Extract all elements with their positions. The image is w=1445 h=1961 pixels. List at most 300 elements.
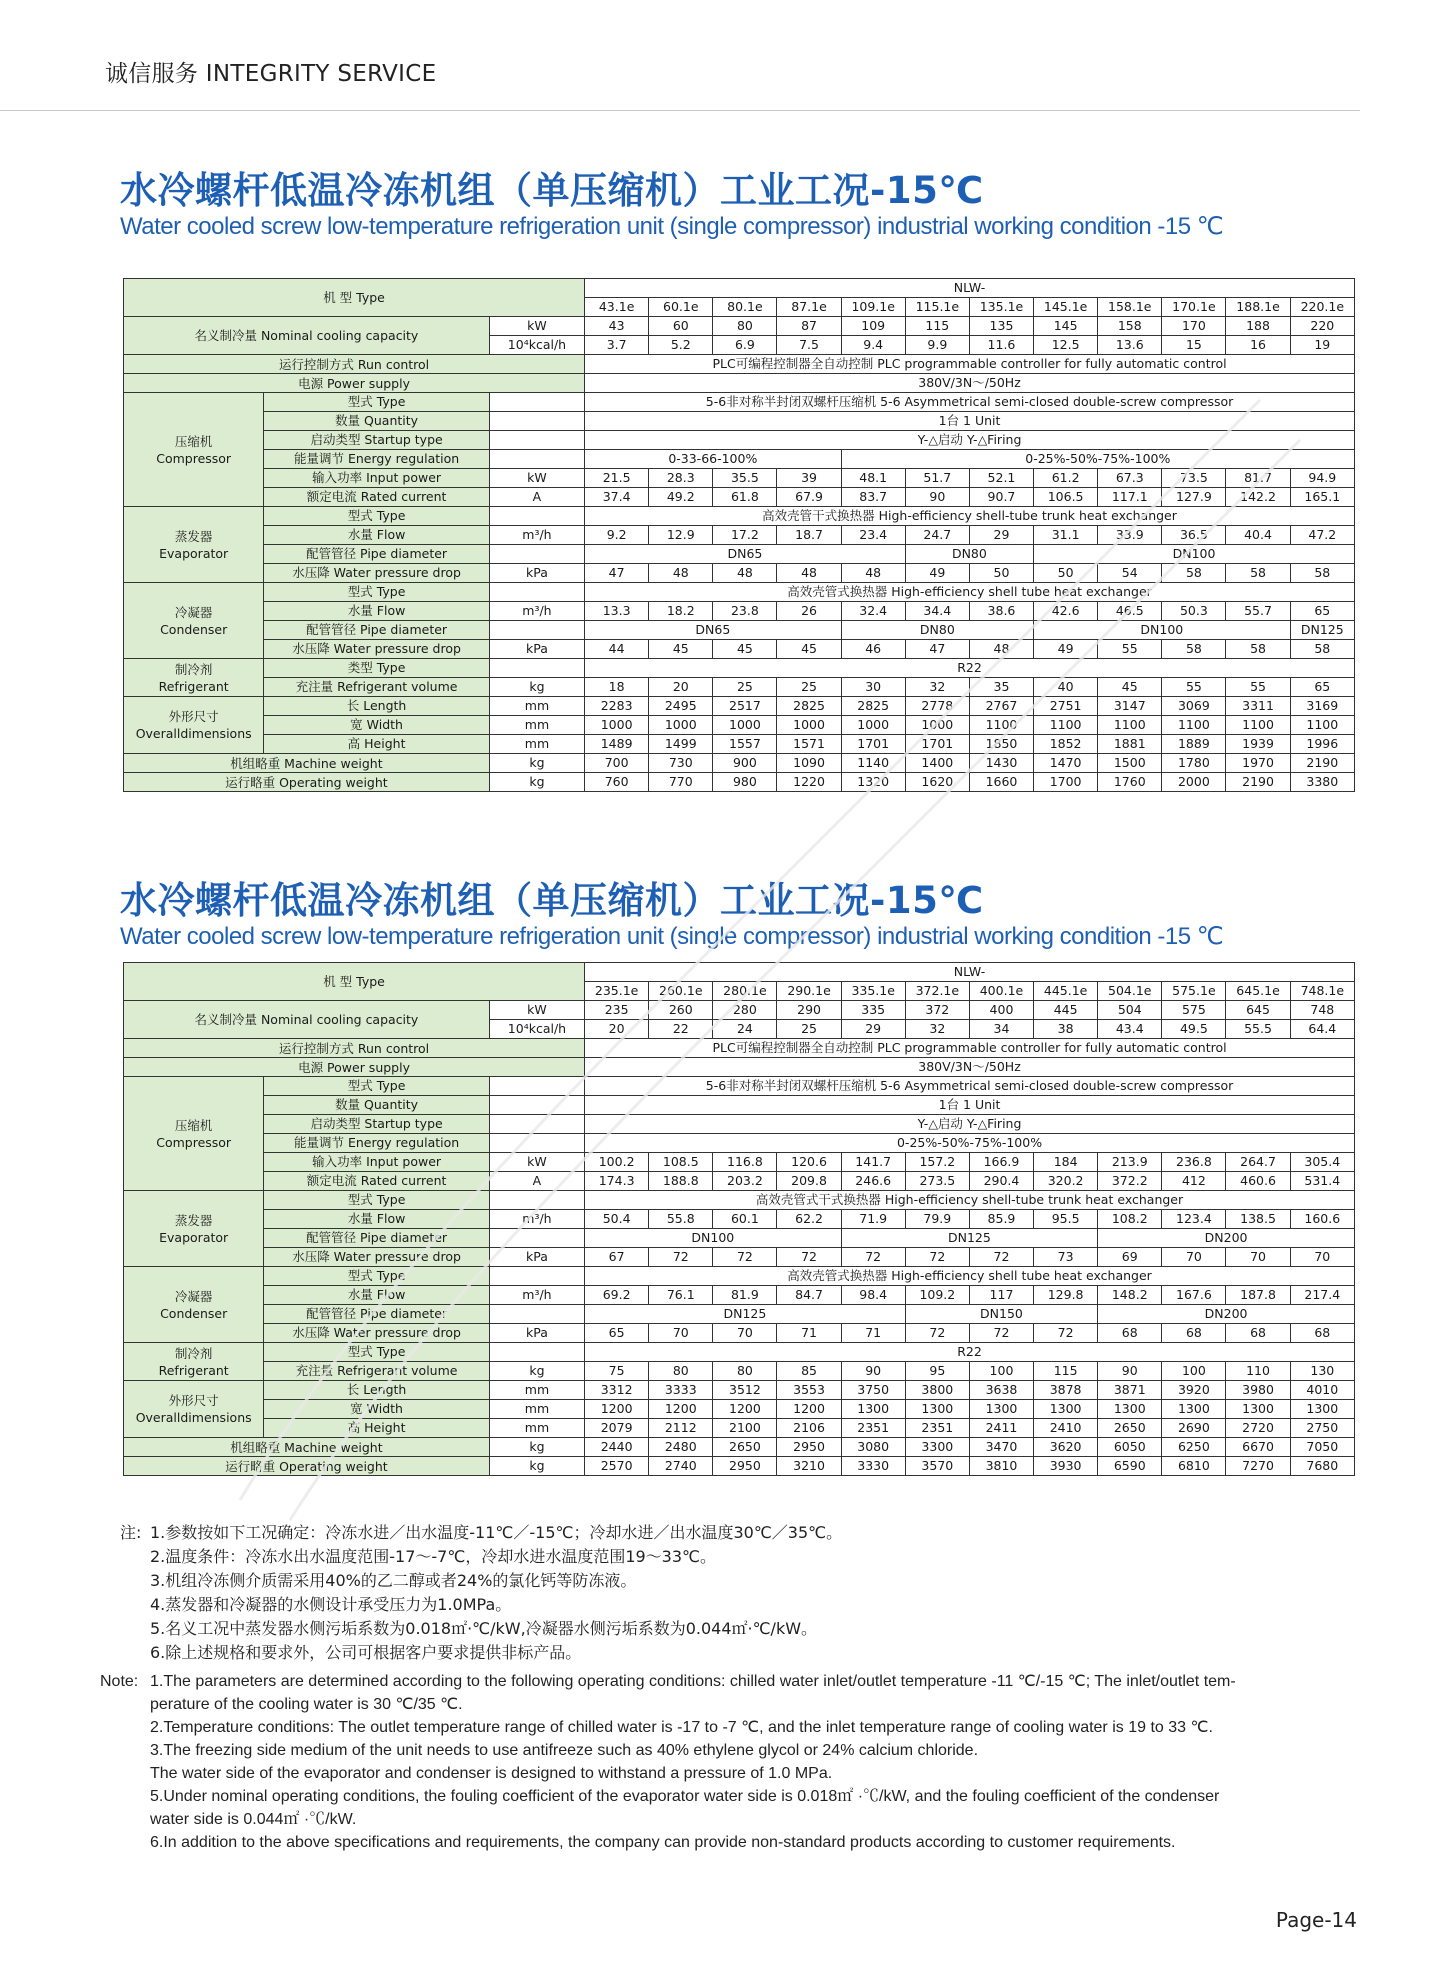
- row-unit: kg: [489, 773, 584, 792]
- value-cell: 184: [1034, 1153, 1098, 1172]
- table-row: [124, 621, 1355, 640]
- row-unit: kW: [489, 1153, 584, 1172]
- value-cell: 3312: [585, 1381, 649, 1400]
- value-cell: 49.5: [1162, 1020, 1226, 1039]
- value-cell: 33.9: [1098, 526, 1162, 545]
- value-cell: 6670: [1226, 1438, 1290, 1457]
- model-cell: 60.1e: [649, 298, 713, 317]
- table-row: [124, 1210, 1355, 1229]
- value-cell: 188.8: [649, 1172, 713, 1191]
- value-cell: 3553: [777, 1381, 841, 1400]
- value-cell: 45: [713, 640, 777, 659]
- row-parameter: 类型 Type: [264, 659, 490, 678]
- value-cell: 1300: [1098, 1400, 1162, 1419]
- row-category: 运行控制方式 Run control: [124, 1039, 585, 1058]
- value-cell: 71: [841, 1324, 905, 1343]
- row-parameter: 配管管径 Pipe diameter: [264, 545, 490, 564]
- value-cell: DN100: [1034, 621, 1291, 640]
- model-cell: 80.1e: [713, 298, 777, 317]
- value-cell: 645: [1226, 1001, 1290, 1020]
- value-cell: 3210: [777, 1457, 841, 1476]
- value-cell: 64.4: [1290, 1020, 1354, 1039]
- row-unit: mm: [489, 735, 584, 754]
- table-row: [124, 431, 1355, 450]
- row-category: 电源 Power supply: [124, 1058, 585, 1077]
- value-cell: 18.2: [649, 602, 713, 621]
- row-unit: [489, 1229, 584, 1248]
- row-unit: 10⁴kcal/h: [489, 336, 584, 355]
- value-cell: 94.9: [1290, 469, 1354, 488]
- value-cell: 220: [1290, 317, 1354, 336]
- value-cell: 3638: [969, 1381, 1033, 1400]
- value-cell: 3080: [841, 1438, 905, 1457]
- row-parameter: 水压降 Water pressure drop: [264, 1324, 490, 1343]
- value-cell: 129.8: [1034, 1286, 1098, 1305]
- value-cell: 1300: [1162, 1400, 1226, 1419]
- value-cell: 1889: [1162, 735, 1226, 754]
- value-cell: 67: [585, 1248, 649, 1267]
- value-cell: 2517: [713, 697, 777, 716]
- value-cell: 3878: [1034, 1381, 1098, 1400]
- value-cell: 48: [969, 640, 1033, 659]
- value-cell: 166.9: [969, 1153, 1033, 1172]
- value-cell: 290: [777, 1001, 841, 1020]
- model-cell: 158.1e: [1098, 298, 1162, 317]
- value-cell: 71.9: [841, 1210, 905, 1229]
- value-cell: 37.4: [585, 488, 649, 507]
- row-unit: kPa: [489, 640, 584, 659]
- category-cn: 冷凝器: [174, 604, 213, 620]
- value-cell: 116.8: [713, 1153, 777, 1172]
- header-divider: [0, 110, 1360, 111]
- value-cell: 209.8: [777, 1172, 841, 1191]
- value-cell: 213.9: [1098, 1153, 1162, 1172]
- value-cell: 12.5: [1034, 336, 1098, 355]
- value-cell: 1300: [1226, 1400, 1290, 1419]
- value-cell: 1140: [841, 754, 905, 773]
- note-cn-line: 6.除上述规格和要求外，公司可根据客户要求提供非标产品。: [150, 1643, 582, 1662]
- model-cell: 235.1e: [585, 982, 649, 1001]
- row-unit: [489, 1096, 584, 1115]
- value-cell: 90: [841, 1362, 905, 1381]
- row-parameter: 宽 Width: [264, 1400, 490, 1419]
- value-cell: 1557: [713, 735, 777, 754]
- value-cell: 55: [1098, 640, 1162, 659]
- value-cell: 1620: [905, 773, 969, 792]
- table-row: [124, 1438, 1355, 1457]
- value-cell: 174.3: [585, 1172, 649, 1191]
- table-row: [124, 697, 1355, 716]
- value-cell: 25: [713, 678, 777, 697]
- value-cell: 75: [585, 1362, 649, 1381]
- value-cell: 1780: [1162, 754, 1226, 773]
- value-cell: 730: [649, 754, 713, 773]
- value-cell: 1939: [1226, 735, 1290, 754]
- value-cell: 20: [585, 1020, 649, 1039]
- value-cell: 80: [649, 1362, 713, 1381]
- table-row: [124, 1343, 1355, 1362]
- model-cell: 109.1e: [841, 298, 905, 317]
- value-cell: 1200: [585, 1400, 649, 1419]
- value-cell: 1489: [585, 735, 649, 754]
- row-unit: kW: [489, 1001, 584, 1020]
- value-cell: 188: [1226, 317, 1290, 336]
- value-cell: 90: [1098, 1362, 1162, 1381]
- value-cell: 52.1: [969, 469, 1033, 488]
- value-cell: 40.4: [1226, 526, 1290, 545]
- value-cell: 34.4: [905, 602, 969, 621]
- table-row: [124, 412, 1355, 431]
- note-en-line: 5.Under nominal operating conditions, the fouling coefficient of the evaporator water side is 0.018㎡ ·℃/kW, and the fouling coefficient of the condenser: [150, 1788, 1220, 1805]
- category-en: Compressor: [156, 450, 232, 466]
- value-cell: 1400: [905, 754, 969, 773]
- note-en-line: 1.The parameters are determined according to the following operating conditions: chilled water inlet/outlet temperature -11 ℃/-15 ℃; The inlet/outlet tem-: [150, 1673, 1236, 1690]
- value-cell: 25: [777, 1020, 841, 1039]
- table-row: [124, 1191, 1355, 1210]
- value-cell: 260: [649, 1001, 713, 1020]
- value-cell: 70: [1162, 1248, 1226, 1267]
- value-cell: 72: [649, 1248, 713, 1267]
- value-cell: 50: [969, 564, 1033, 583]
- table-row: [124, 393, 1355, 412]
- value-cell: 109.2: [905, 1286, 969, 1305]
- row-unit: kW: [489, 317, 584, 336]
- note-cn-line: 5.名义工况中蒸发器水侧污垢系数为0.018㎡·℃/kW,冷凝器水侧污垢系数为0.044㎡·℃/kW。: [150, 1619, 818, 1638]
- value-cell: 6250: [1162, 1438, 1226, 1457]
- table-row: [124, 1153, 1355, 1172]
- value-cell: 280: [713, 1001, 777, 1020]
- row-parameter: 输入功率 Input power: [264, 1153, 490, 1172]
- value-cell: 203.2: [713, 1172, 777, 1191]
- category-cn: 制冷剂: [174, 1345, 213, 1361]
- value-cell: 84.7: [777, 1286, 841, 1305]
- category-en: Refrigerant: [158, 1362, 229, 1378]
- row-unit: [489, 583, 584, 602]
- value-cell: 65: [1290, 678, 1354, 697]
- row-category: 运行略重 Operating weight: [124, 1457, 490, 1476]
- value-cell: 7680: [1290, 1457, 1354, 1476]
- row-parameter: 充注量 Refrigerant volume: [264, 1362, 490, 1381]
- value-cell: 1852: [1034, 735, 1098, 754]
- table-row: [124, 355, 1355, 374]
- value-cell: 2950: [713, 1457, 777, 1476]
- row-unit: [489, 393, 584, 412]
- table-row: [124, 1229, 1355, 1248]
- row-parameter: 启动类型 Startup type: [264, 1115, 490, 1134]
- category-en: Overalldimensions: [135, 1410, 252, 1425]
- value-cell: DN200: [1098, 1305, 1355, 1324]
- value-cell: 3311: [1226, 697, 1290, 716]
- value-cell: 1200: [649, 1400, 713, 1419]
- value-cell: 4010: [1290, 1381, 1354, 1400]
- value-cell: 120.6: [777, 1153, 841, 1172]
- model-cell: 372.1e: [905, 982, 969, 1001]
- row-unit: [489, 1134, 584, 1153]
- value-cell: 高效壳管式换热器 High-efficiency shell tube heat exchanger: [585, 1267, 1355, 1286]
- value-cell: 24: [713, 1020, 777, 1039]
- notes-english: [100, 1670, 1350, 1854]
- value-cell: 3147: [1098, 697, 1162, 716]
- category-en: Refrigerant: [158, 678, 229, 694]
- value-cell: 21.5: [585, 469, 649, 488]
- value-cell: 83.7: [841, 488, 905, 507]
- value-cell: 19: [1290, 336, 1354, 355]
- row-unit: mm: [489, 697, 584, 716]
- value-cell: 109: [841, 317, 905, 336]
- row-unit: kPa: [489, 1324, 584, 1343]
- section-1-title-cn: 水冷螺杆低温冷冻机组（单压缩机）工业工况-15℃: [120, 169, 984, 212]
- value-cell: 62.2: [777, 1210, 841, 1229]
- table-row: [124, 564, 1355, 583]
- value-cell: 98.4: [841, 1286, 905, 1305]
- row-parameter: 水量 Flow: [264, 1210, 490, 1229]
- table-row: [124, 1305, 1355, 1324]
- value-cell: 100: [969, 1362, 1033, 1381]
- value-cell: 760: [585, 773, 649, 792]
- row-parameter: 能量调节 Energy regulation: [264, 450, 490, 469]
- value-cell: 290.4: [969, 1172, 1033, 1191]
- value-cell: 32: [905, 678, 969, 697]
- row-unit: A: [489, 488, 584, 507]
- value-cell: 2650: [713, 1438, 777, 1457]
- value-cell: 高效壳管干式换热器 High-efficiency shell-tube trunk heat exchanger: [585, 507, 1355, 526]
- value-cell: 1090: [777, 754, 841, 773]
- value-cell: 72: [713, 1248, 777, 1267]
- model-cell: 87.1e: [777, 298, 841, 317]
- value-cell: 36.5: [1162, 526, 1226, 545]
- category-cn: 压缩机: [174, 1117, 213, 1133]
- value-cell: R22: [585, 659, 1355, 678]
- row-category: [124, 1381, 264, 1438]
- value-cell: 51.7: [905, 469, 969, 488]
- value-cell: 80: [713, 317, 777, 336]
- value-cell: 48.1: [841, 469, 905, 488]
- value-cell: 49: [905, 564, 969, 583]
- value-cell: 61.2: [1034, 469, 1098, 488]
- value-cell: 3930: [1034, 1457, 1098, 1476]
- value-cell: 1701: [841, 735, 905, 754]
- table-row: [124, 735, 1355, 754]
- value-cell: 1000: [905, 716, 969, 735]
- value-cell: 246.6: [841, 1172, 905, 1191]
- value-cell: 2825: [777, 697, 841, 716]
- value-cell: 55: [1162, 678, 1226, 697]
- value-cell: 1台 1 Unit: [585, 412, 1355, 431]
- category-cn: 外形尺寸: [168, 709, 219, 724]
- row-unit: m³/h: [489, 1286, 584, 1305]
- value-cell: 235: [585, 1001, 649, 1020]
- row-unit: kg: [489, 1362, 584, 1381]
- value-cell: 3871: [1098, 1381, 1162, 1400]
- note-en-line: 3.The freezing side medium of the unit needs to use antifreeze such as 40% ethylene glycol or 24% calcium chloride.: [150, 1742, 979, 1759]
- table-row: [124, 488, 1355, 507]
- value-cell: R22: [585, 1343, 1355, 1362]
- value-cell: 1100: [1226, 716, 1290, 735]
- table-row: [124, 317, 1355, 336]
- value-cell: 49: [1034, 640, 1098, 659]
- value-cell: 236.8: [1162, 1153, 1226, 1172]
- value-cell: 117: [969, 1286, 1033, 1305]
- value-cell: PLC可编程控制器全自动控制 PLC programmable controller for fully automatic control: [585, 1039, 1355, 1058]
- model-cell: 748.1e: [1290, 982, 1354, 1001]
- value-cell: 68: [1162, 1324, 1226, 1343]
- value-cell: 504: [1098, 1001, 1162, 1020]
- value-cell: 2410: [1034, 1419, 1098, 1438]
- value-cell: 18.7: [777, 526, 841, 545]
- value-cell: 35: [969, 678, 1033, 697]
- notes-cn-label: 注:: [120, 1523, 142, 1542]
- value-cell: 67.9: [777, 488, 841, 507]
- model-cell: 280.1e: [713, 982, 777, 1001]
- value-cell: 85.9: [969, 1210, 1033, 1229]
- value-cell: 48: [777, 564, 841, 583]
- value-cell: 9.9: [905, 336, 969, 355]
- value-cell: DN80: [841, 621, 1033, 640]
- value-cell: 2100: [713, 1419, 777, 1438]
- row-category: 运行略重 Operating weight: [124, 773, 490, 792]
- value-cell: 380V/3N～/50Hz: [585, 374, 1355, 393]
- page-header: 诚信服务 INTEGRITY SERVICE: [105, 61, 437, 87]
- value-cell: 55: [1226, 678, 1290, 697]
- value-cell: 1300: [841, 1400, 905, 1419]
- note-cn-line: 3.机组冷冻侧介质需采用40%的乙二醇或者24%的氯化钙等防冻液。: [150, 1571, 637, 1590]
- value-cell: 5-6非对称半封闭双螺杆压缩机 5-6 Asymmetrical semi-closed double-screw compressor: [585, 1077, 1355, 1096]
- row-category: 机组略重 Machine weight: [124, 754, 490, 773]
- value-cell: 2351: [905, 1419, 969, 1438]
- value-cell: 50.3: [1162, 602, 1226, 621]
- value-cell: 76.1: [649, 1286, 713, 1305]
- value-cell: 700: [585, 754, 649, 773]
- value-cell: 3300: [905, 1438, 969, 1457]
- row-parameter: 长 Length: [264, 1381, 490, 1400]
- value-cell: 130: [1290, 1362, 1354, 1381]
- value-cell: 1701: [905, 735, 969, 754]
- value-cell: 47: [585, 564, 649, 583]
- value-cell: 1300: [969, 1400, 1033, 1419]
- value-cell: 67.3: [1098, 469, 1162, 488]
- note-cn-line: 2.温度条件：冷冻水出水温度范围-17～-7℃，冷却水进水温度范围19～33℃。: [150, 1547, 717, 1566]
- value-cell: 142.2: [1226, 488, 1290, 507]
- table-row: [124, 1362, 1355, 1381]
- value-cell: 2351: [841, 1419, 905, 1438]
- value-cell: 15: [1162, 336, 1226, 355]
- table-row: [124, 1172, 1355, 1191]
- model-cell: 135.1e: [969, 298, 1033, 317]
- value-cell: 1300: [1290, 1400, 1354, 1419]
- value-cell: 1100: [1290, 716, 1354, 735]
- value-cell: 68: [1226, 1324, 1290, 1343]
- value-cell: 0-25%-50%-75%-100%: [841, 450, 1354, 469]
- value-cell: 58: [1226, 564, 1290, 583]
- value-cell: DN100: [585, 1229, 842, 1248]
- value-cell: 43.4: [1098, 1020, 1162, 1039]
- value-cell: 273.5: [905, 1172, 969, 1191]
- row-category: [124, 507, 264, 583]
- category-cn: 蒸发器: [174, 1212, 213, 1228]
- value-cell: 13.3: [585, 602, 649, 621]
- value-cell: 2750: [1290, 1419, 1354, 1438]
- row-unit: kPa: [489, 564, 584, 583]
- category-cn: 外形尺寸: [168, 1393, 219, 1408]
- row-parameter: 配管管径 Pipe diameter: [264, 1305, 490, 1324]
- value-cell: 47: [905, 640, 969, 659]
- value-cell: 2190: [1226, 773, 1290, 792]
- value-cell: 95: [905, 1362, 969, 1381]
- value-cell: 2106: [777, 1419, 841, 1438]
- row-unit: [489, 412, 584, 431]
- row-parameter: 型式 Type: [264, 1267, 490, 1286]
- value-cell: 58: [1290, 640, 1354, 659]
- value-cell: 2079: [585, 1419, 649, 1438]
- value-cell: 2650: [1098, 1419, 1162, 1438]
- row-category: 机组略重 Machine weight: [124, 1438, 490, 1457]
- value-cell: 123.4: [1162, 1210, 1226, 1229]
- value-cell: 31.1: [1034, 526, 1098, 545]
- row-parameter: 额定电流 Rated current: [264, 1172, 490, 1191]
- value-cell: 高效壳管式换热器 High-efficiency shell tube heat exchanger: [585, 583, 1355, 602]
- value-cell: 2825: [841, 697, 905, 716]
- value-cell: 38: [1034, 1020, 1098, 1039]
- value-cell: 29: [841, 1020, 905, 1039]
- row-unit: [489, 1305, 584, 1324]
- value-cell: 2767: [969, 697, 1033, 716]
- value-cell: 1850: [969, 735, 1033, 754]
- value-cell: DN125: [585, 1305, 906, 1324]
- value-cell: 160.6: [1290, 1210, 1354, 1229]
- value-cell: 81.7: [1226, 469, 1290, 488]
- value-cell: 1000: [649, 716, 713, 735]
- row-parameter: 水压降 Water pressure drop: [264, 1248, 490, 1267]
- row-parameter: 高 Height: [264, 1419, 490, 1438]
- value-cell: 70: [1226, 1248, 1290, 1267]
- value-cell: Y-△启动 Y-△Firing: [585, 431, 1355, 450]
- model-cell: 645.1e: [1226, 982, 1290, 1001]
- value-cell: 20: [649, 678, 713, 697]
- row-category: [124, 1343, 264, 1381]
- value-cell: 58: [1162, 640, 1226, 659]
- section-2-title-cn: 水冷螺杆低温冷冻机组（单压缩机）工业工况-15℃: [120, 879, 984, 922]
- value-cell: 372.2: [1098, 1172, 1162, 1191]
- row-category: 运行控制方式 Run control: [124, 355, 585, 374]
- value-cell: 445: [1034, 1001, 1098, 1020]
- value-cell: 1000: [777, 716, 841, 735]
- value-cell: 55.5: [1226, 1020, 1290, 1039]
- value-cell: 400: [969, 1001, 1033, 1020]
- row-unit: [489, 659, 584, 678]
- value-cell: 1300: [905, 1400, 969, 1419]
- value-cell: 1100: [969, 716, 1033, 735]
- model-cell: 445.1e: [1034, 982, 1098, 1001]
- note-en-line: perature of the cooling water is 30 ℃/35 ℃.: [150, 1696, 463, 1713]
- value-cell: 900: [713, 754, 777, 773]
- value-cell: 6.9: [713, 336, 777, 355]
- category-cn: 压缩机: [174, 433, 213, 449]
- value-cell: DN150: [905, 1305, 1097, 1324]
- value-cell: 2000: [1162, 773, 1226, 792]
- table-row: [124, 1096, 1355, 1115]
- value-cell: 531.4: [1290, 1172, 1354, 1191]
- value-cell: 2570: [585, 1457, 649, 1476]
- value-cell: 43: [585, 317, 649, 336]
- notes-en-lines: [150, 1670, 1350, 1854]
- value-cell: 3570: [905, 1457, 969, 1476]
- value-cell: 1430: [969, 754, 1033, 773]
- value-cell: 55.7: [1226, 602, 1290, 621]
- value-cell: 108.2: [1098, 1210, 1162, 1229]
- value-cell: 100: [1162, 1362, 1226, 1381]
- value-cell: DN200: [1098, 1229, 1355, 1248]
- value-cell: 18: [585, 678, 649, 697]
